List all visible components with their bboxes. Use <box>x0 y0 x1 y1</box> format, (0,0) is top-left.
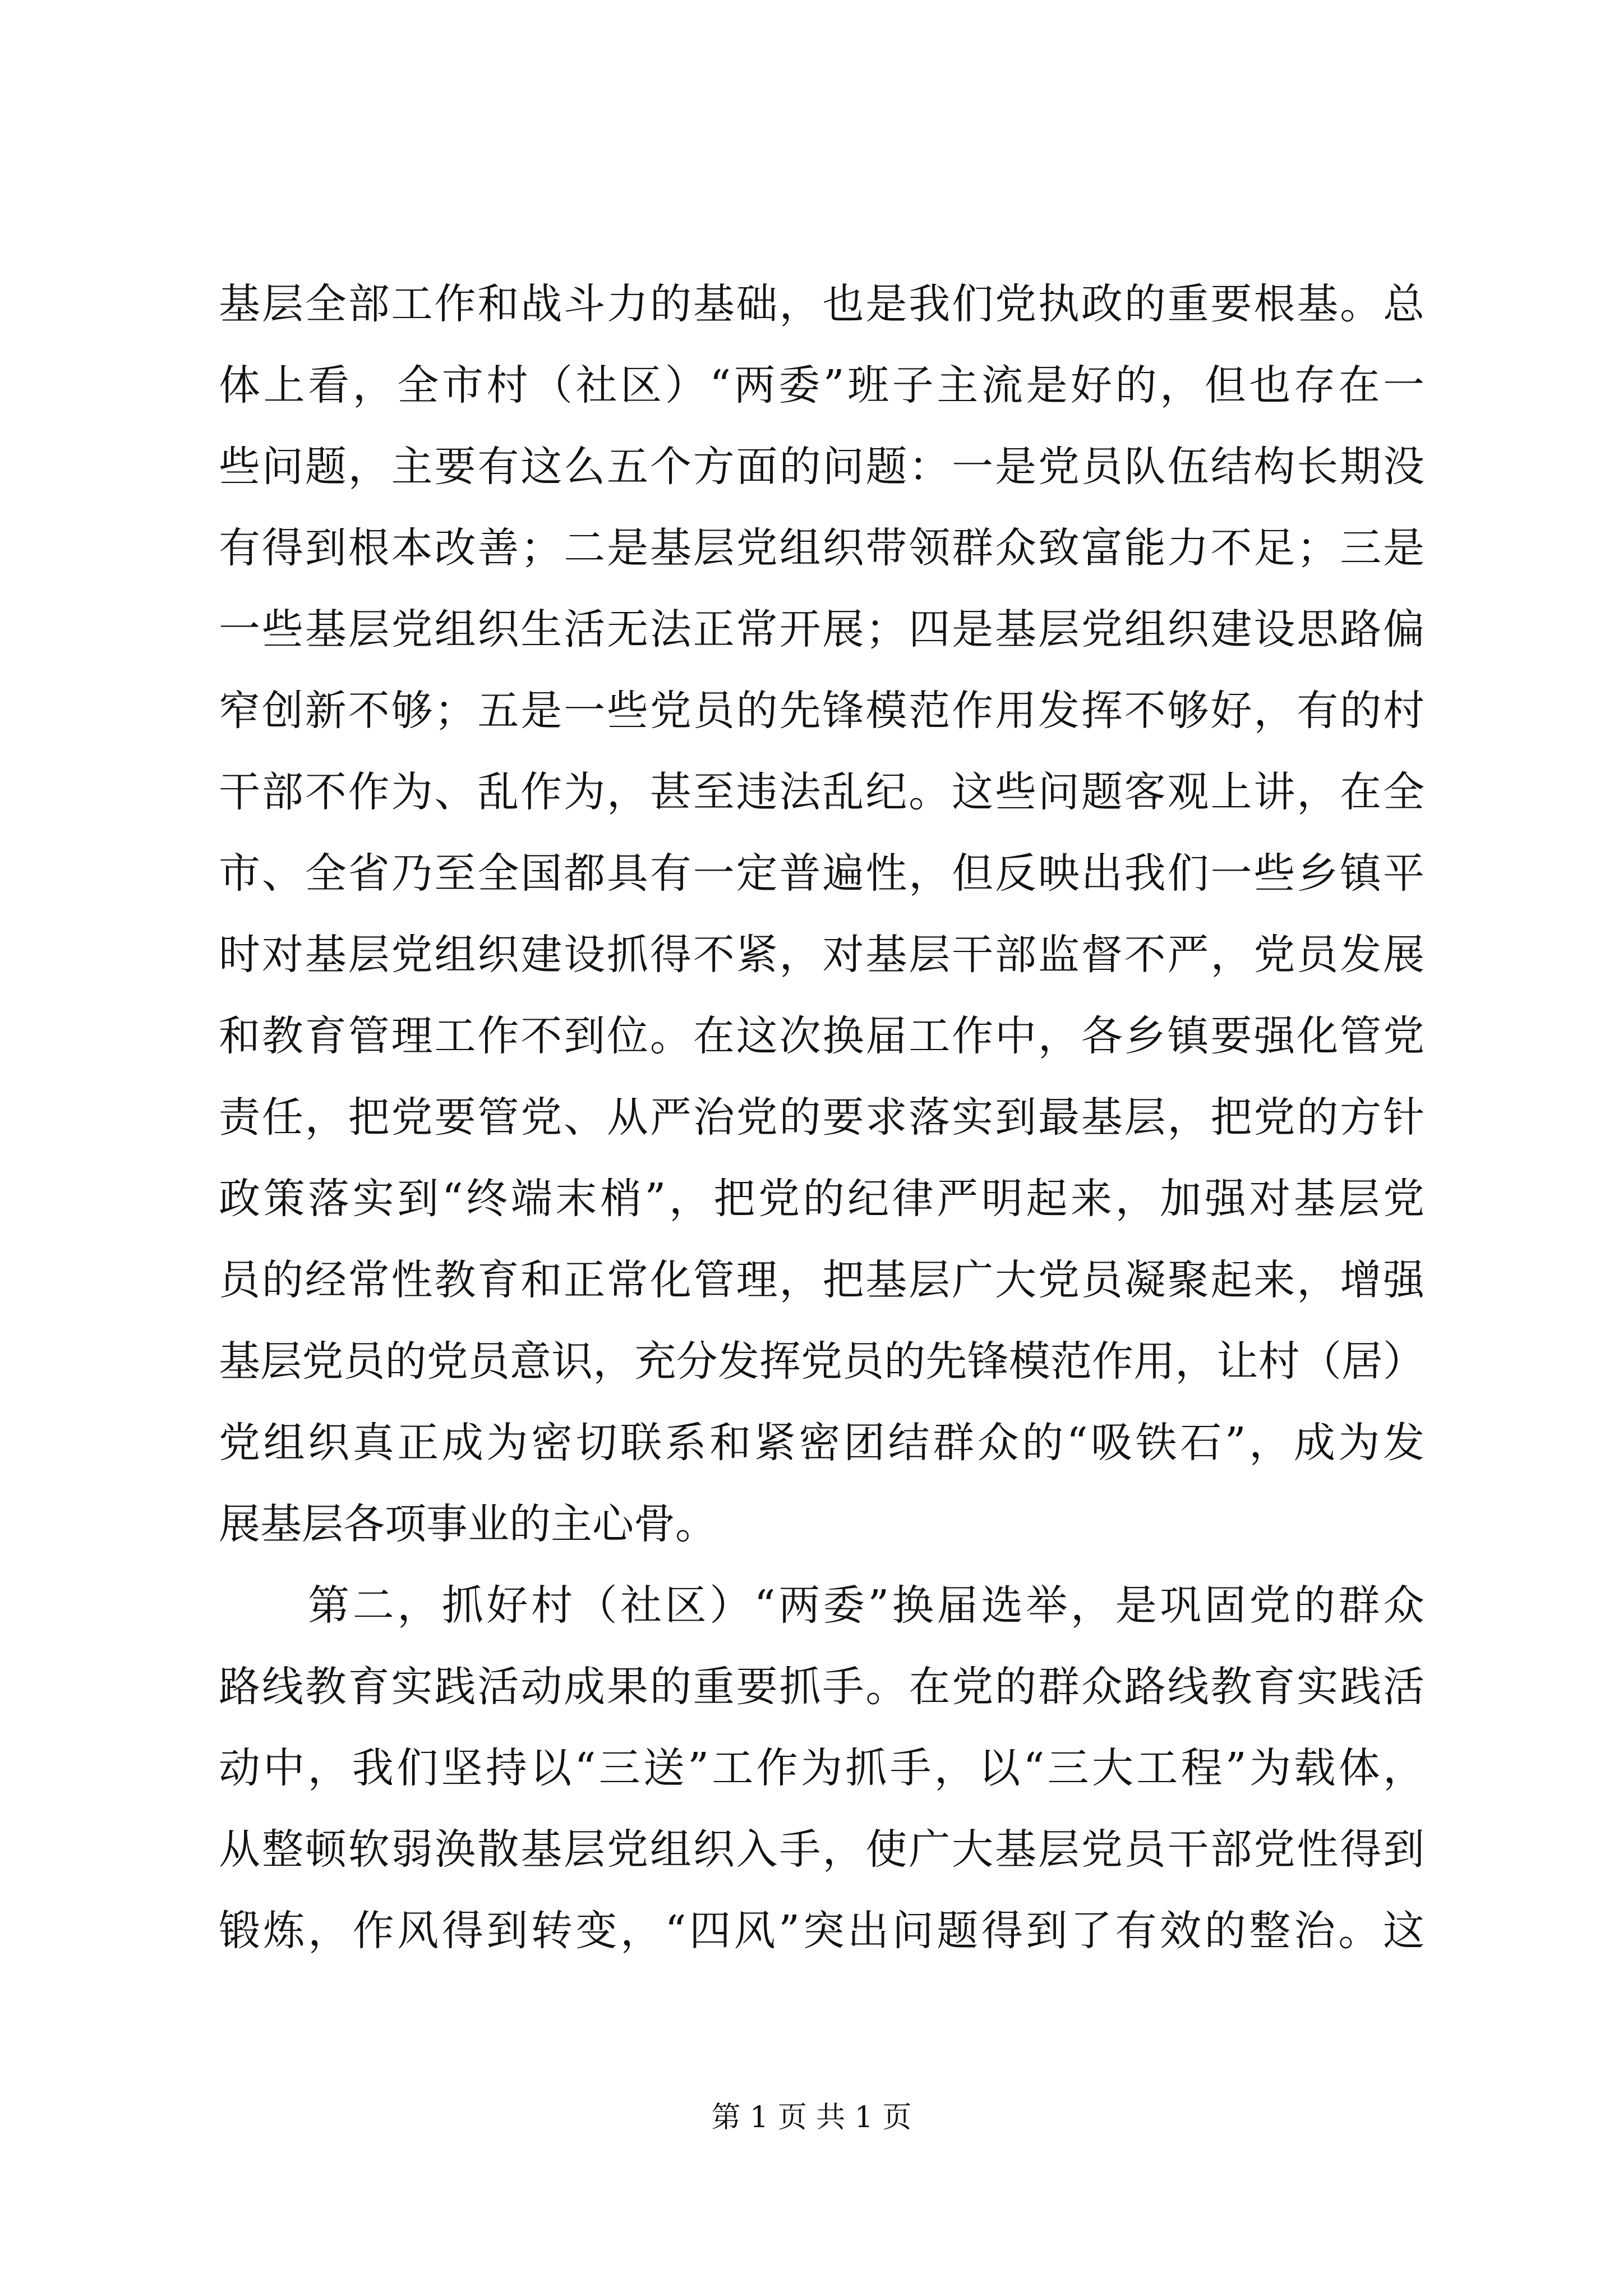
text-line: 一些基层党组织生活无法正常开展；四是基层党组织建设思路偏 <box>219 605 1424 654</box>
text-line: 党组织真正成为密切联系和紧密团结群众的“吸铁石”，成为发 <box>219 1419 1424 1467</box>
text-line: 员的经常性教育和正常化管理，把基层广大党员凝聚起来，增强 <box>219 1256 1424 1304</box>
text-line: 基层全部工作和战斗力的基础，也是我们党执政的重要根基。总 <box>219 280 1424 328</box>
text-line: 窄创新不够；五是一些党员的先锋模范作用发挥不够好，有的村 <box>219 687 1424 735</box>
text-line: 锻炼，作风得到转变，“四风”突出问题得到了有效的整治。这 <box>219 1907 1424 1955</box>
text-line: 时对基层党组织建设抓得不紧，对基层干部监督不严，党员发展 <box>219 931 1424 979</box>
text-line: 市、全省乃至全国都具有一定普遍性，但反映出我们一些乡镇平 <box>219 849 1424 898</box>
paragraph-end-line: 展基层各项事业的主心骨。 <box>219 1500 717 1548</box>
text-line: 责任，把党要管党、从严治党的要求落实到最基层，把党的方针 <box>219 1093 1424 1142</box>
body-text <box>219 264 1424 1972</box>
text-line: 干部不作为、乱作为，甚至违法乱纪。这些问题客观上讲，在全 <box>219 768 1424 816</box>
text-line: 动中，我们坚持以“三送”工作为抓手，以“三大工程”为载体， <box>219 1744 1424 1792</box>
text-line: 体上看，全市村（社区）“两委”班子主流是好的，但也存在一 <box>219 361 1424 409</box>
text-line: 和教育管理工作不到位。在这次换届工作中，各乡镇要强化管党 <box>219 1012 1424 1060</box>
text-line: 有得到根本改善；二是基层党组织带领群众致富能力不足；三是 <box>219 524 1424 572</box>
page-footer: 第 1 页 共 1 页 <box>711 2101 912 2134</box>
text-line: 基层党员的党员意识，充分发挥党员的先锋模范作用，让村（居） <box>219 1337 1424 1386</box>
text-line: 路线教育实践活动成果的重要抓手。在党的群众路线教育实践活 <box>219 1663 1424 1711</box>
text-line: 些问题，主要有这么五个方面的问题：一是党员队伍结构长期没 <box>219 443 1424 491</box>
text-line: 政策落实到“终端末梢”，把党的纪律严明起来，加强对基层党 <box>219 1175 1424 1223</box>
text-line: 从整顿软弱涣散基层党组织入手，使广大基层党员干部党性得到 <box>219 1825 1424 1874</box>
paragraph-start-line: 第二，抓好村（社区）“两委”换届选举，是巩固党的群众 <box>219 1581 1424 1630</box>
